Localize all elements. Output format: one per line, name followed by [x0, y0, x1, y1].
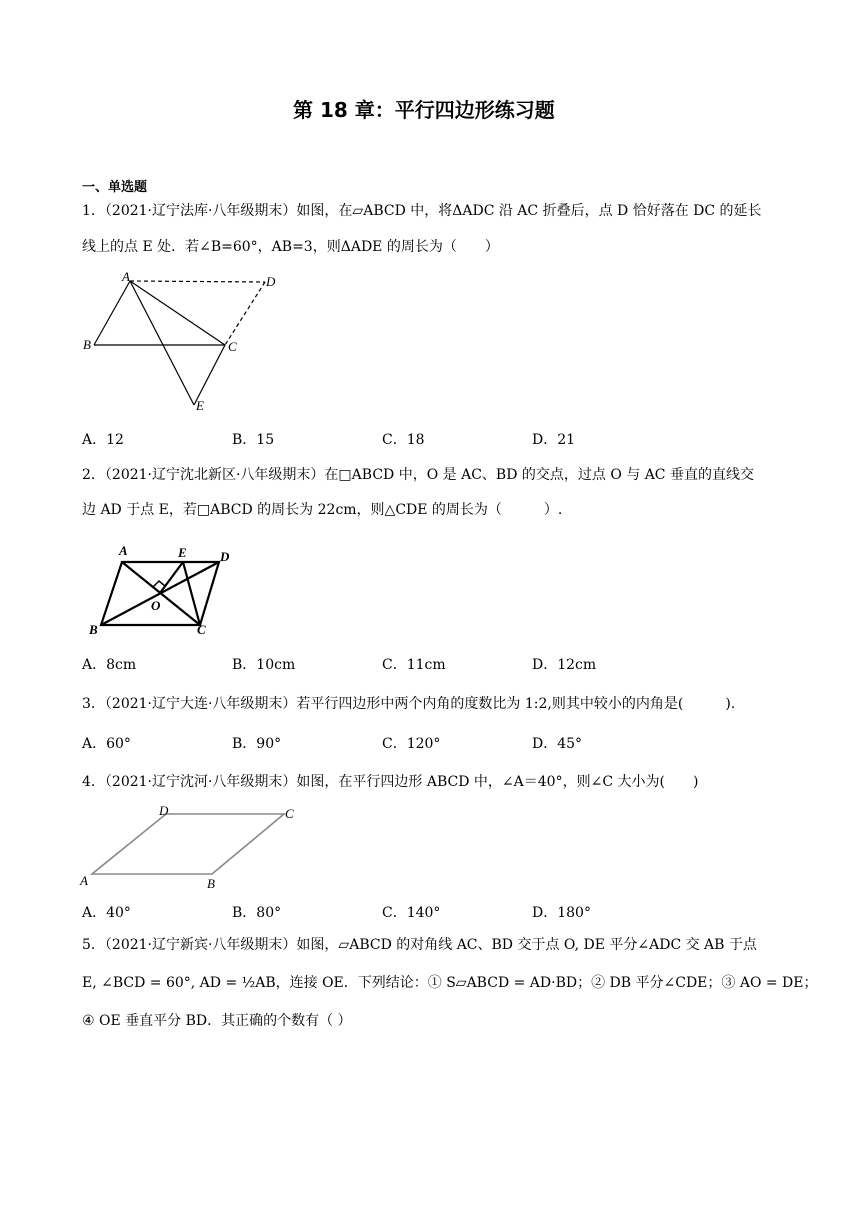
- fig1-edge-ad: [130, 281, 265, 282]
- fig1-label-d: D: [266, 274, 276, 289]
- question-4-figure: [78, 802, 303, 892]
- fig1-edge-ab: [94, 281, 130, 345]
- fig2-label-e: E: [178, 545, 187, 560]
- question-5-line-3: ④ OE 垂直平分 BD．其正确的个数有（ ）: [82, 1013, 352, 1029]
- fig2-right-angle-mark: [153, 581, 165, 587]
- question-1-option-d: D．21: [532, 432, 576, 448]
- fig1-edge-ae: [130, 281, 194, 405]
- fig2-label-d: D: [220, 549, 230, 564]
- page-title: 第 18 章：平行四边形练习题: [293, 98, 555, 122]
- fig2-label-o: O: [151, 598, 161, 613]
- fig1-label-e: E: [196, 398, 204, 413]
- question-1-line-1: 1．（2021·辽宁法库·八年级期末）如图，在▱ABCD 中，将ΔADC 沿 AC 折叠后，点 D 恰好落在 DC 的延长: [82, 203, 762, 219]
- question-3-line-1: 3．（2021·辽宁大连·八年级期末）若平行四边形中两个内角的度数比为 1:2,则其中较小的内角是( ).: [82, 696, 736, 712]
- question-5-line-2: E, ∠BCD = 60°, AD = ½AB，连接 OE．下列结论：① S▱ABCD = AD·BD；② DB 平分∠CDE；③ AO = DE；: [82, 975, 818, 991]
- fig1-label-b: B: [83, 337, 91, 352]
- fig1-edge-ac: [130, 281, 225, 345]
- question-4-option-d: D．180°: [532, 905, 591, 921]
- question-2-option-c: C．11cm: [382, 657, 446, 673]
- question-2-line-2: 边 AD 于点 E，若□ABCD 的周长为 22cm，则△CDE 的周长为（ ）.: [82, 502, 563, 518]
- question-2-line-1: 2．（2021·辽宁沈北新区·八年级期末）在□ABCD 中，O 是 AC、BD 的交点，过点 O 与 AC 垂直的直线交: [82, 467, 754, 483]
- fig2-label-c: C: [197, 622, 206, 637]
- question-1-option-c: C．18: [382, 432, 425, 448]
- question-5-line-1: 5．（2021·辽宁新宾·八年级期末）如图，▱ABCD 的对角线 AC、BD 交于点 O, DE 平分∠ADC 交 AB 于点: [82, 937, 757, 953]
- question-1-line-2: 线上的点 E 处．若∠B=60°，AB=3，则ΔADE 的周长为（ ）: [82, 239, 499, 255]
- question-2-figure: [85, 540, 245, 640]
- fig1-edge-dc: [225, 282, 265, 345]
- fig2-label-a: A: [119, 543, 128, 558]
- fig4-label-b: B: [207, 876, 215, 891]
- fig1-label-c: C: [228, 339, 237, 354]
- question-1-option-b: B．15: [232, 432, 275, 448]
- question-3-option-a: A．60°: [82, 736, 131, 752]
- fig4-label-c: C: [285, 806, 294, 821]
- question-1-option-a: A．12: [82, 432, 124, 448]
- fig2-segment-ec: [183, 562, 200, 625]
- question-2-option-a: A．8cm: [82, 657, 137, 673]
- fig2-label-b: B: [89, 622, 98, 637]
- question-3-option-d: D．45°: [532, 736, 583, 752]
- question-4-line-1: 4．（2021·辽宁沈河·八年级期末）如图，在平行四边形 ABCD 中，∠A＝40°，则∠C 大小为( ): [82, 774, 699, 790]
- question-4-option-b: B．80°: [232, 905, 282, 921]
- fig4-parallelogram: [92, 814, 284, 874]
- question-4-option-c: C．140°: [382, 905, 441, 921]
- question-2-option-b: B．10cm: [232, 657, 296, 673]
- question-3-option-b: B．90°: [232, 736, 282, 752]
- section-heading: 一、单选题: [82, 180, 148, 195]
- fig4-label-a: A: [80, 873, 88, 888]
- question-2-option-d: D．12cm: [532, 657, 597, 673]
- fig4-label-d: D: [159, 803, 169, 818]
- question-1-figure: [80, 268, 290, 418]
- fig1-edge-ce: [194, 345, 225, 405]
- fig1-label-a: A: [122, 269, 130, 284]
- question-4-option-a: A．40°: [82, 905, 131, 921]
- question-3-option-c: C．120°: [382, 736, 441, 752]
